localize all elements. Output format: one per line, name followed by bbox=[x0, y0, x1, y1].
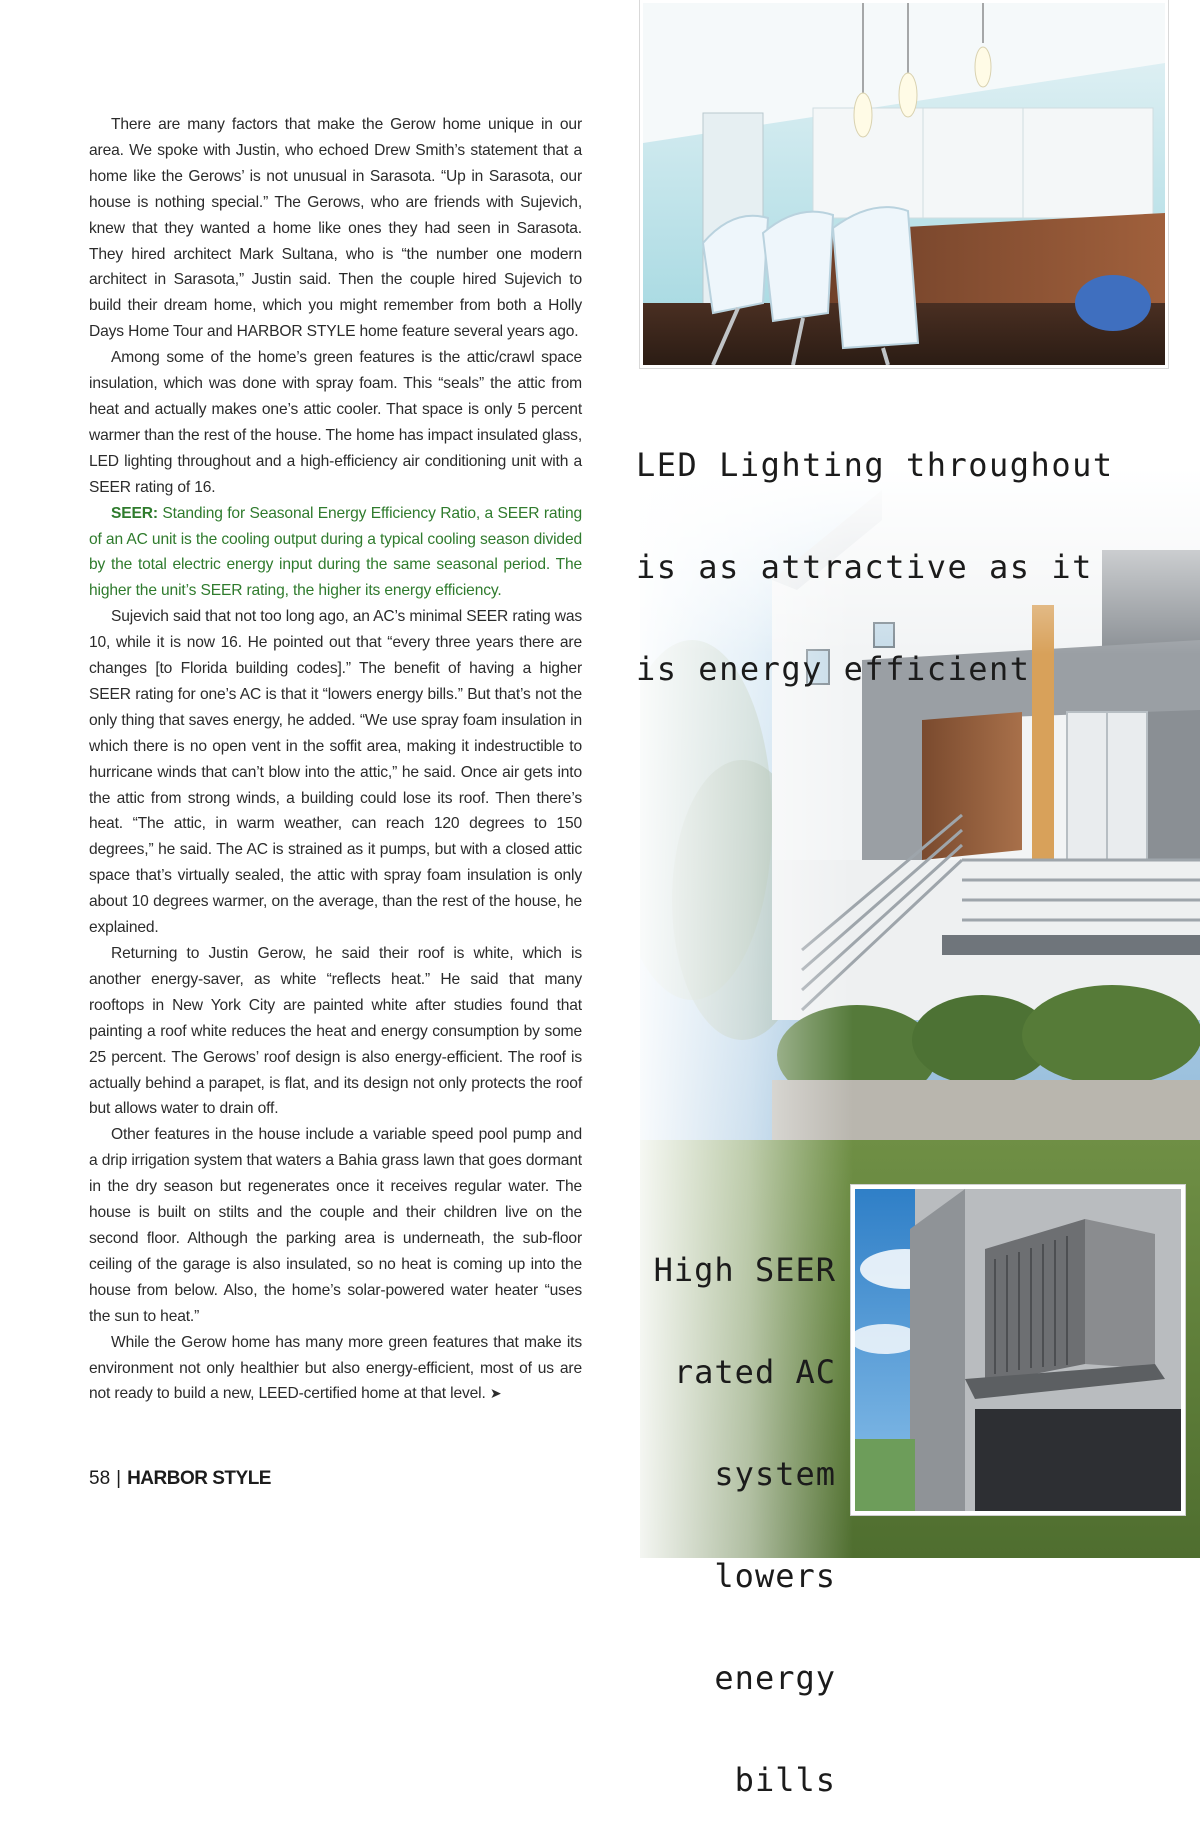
article-body bbox=[89, 112, 582, 1407]
caption-line: is as attractive as it bbox=[636, 548, 1093, 586]
seer-definition-text: Standing for Seasonal Energy Efficiency Ratio, a SEER rating of an AC unit is the cooling output during a typical cooling season divided by the total electric energy input during the same seasonal period. The higher the unit’s SEER rating, the higher its energy efficiency. bbox=[89, 504, 582, 600]
last-paragraph-text: While the Gerow home has many more green features that make its environment not only healthier but also energy-efficient, most of us are not ready to build a new, LEED-certified home at that level. bbox=[89, 1333, 582, 1403]
continue-arrow-icon[interactable]: ➤ bbox=[489, 1385, 502, 1402]
caption-line: High SEER bbox=[653, 1251, 836, 1289]
caption-line: rated AC bbox=[673, 1353, 836, 1391]
led-lighting-caption bbox=[636, 380, 1114, 720]
kitchen-photo bbox=[640, 0, 1168, 368]
article-paragraph: Sujevich said that not too long ago, an AC’s minimal SEER rating was 10, while it is now 16. He pointed out that “every three years there are changes [to Florida building codes].” The benefit of having a higher SEER rating for one’s AC is that it “lowers energy bills.” But that’s not the only thing that saves energy, he added. “We use spray foam insulation in which there is no open vent in the soffit area, making it indestructible to hurricane winds that can’t blow into the attic,” he said. Once air gets into the attic from strong winds, a building could lose its roof. Then there’s heat. “The attic, in warm weather, can reach 120 degrees to 150 degrees,” he said. The AC is strained as it pumps, but with a closed attic space that’s virtually sealed, the attic with spray foam insulation is only about 10 degrees warmer, on the average, than the rest of the house, he explained. bbox=[89, 608, 582, 937]
caption-line: is energy efficient bbox=[636, 650, 1031, 688]
article-paragraph-last bbox=[89, 1330, 582, 1408]
article-paragraph: Returning to Justin Gerow, he said their roof is white, which is another energy-saver, as white “reflects heat.” He said that many rooftops in New York City are painted white after studies found that painting a roof white reduces the heat and energy consumption by some 25 percent. The Gerows’ roof design is also energy-efficient. The roof is actually behind a parapet, is flat, and its design not only protects the roof but allows water to drain off. bbox=[89, 945, 582, 1118]
caption-line: system bbox=[714, 1455, 836, 1493]
caption-line: bills bbox=[734, 1761, 836, 1799]
caption-line: energy bbox=[714, 1659, 836, 1697]
seer-ac-caption bbox=[630, 1185, 836, 1831]
caption-line: LED Lighting throughout bbox=[636, 446, 1114, 484]
folio-separator: | bbox=[116, 1468, 122, 1489]
article-paragraph: There are many factors that make the Gerow home unique in our area. We spoke with Justin, who echoed Drew Smith’s statement that a home like the Gerows’ is not unusual in Sarasota. “Up in Sarasota, our house is nothing special.” The Gerows, who are friends with Sujevich, knew that they wanted a home like ones they had seen in Sarasota. They hired architect Mark Sultana, who is “the number one modern architect in Sarasota,” Justin said. Then the couple hired Sujevich to build their dream home, which you might remember from both a Holly Days Home Tour and HARBOR STYLE home feature several years ago. bbox=[89, 116, 582, 341]
page-number: 58 bbox=[89, 1468, 111, 1489]
magazine-name: HARBOR STYLE bbox=[127, 1468, 271, 1489]
caption-line: lowers bbox=[714, 1557, 836, 1595]
seer-term: SEER: bbox=[111, 504, 158, 522]
ac-unit-photo bbox=[851, 1185, 1185, 1515]
article-paragraph: Among some of the home’s green features is the attic/crawl space insulation, which was done with spray foam. This “seals” the attic from heat and actually makes one’s attic cooler. That space is only 5 percent warmer than the rest of the house. The home has impact insulated glass, LED lighting throughout and a high-efficiency air conditioning unit with a SEER rating of 16. bbox=[89, 349, 582, 496]
article-paragraph: Other features in the house include a variable speed pool pump and a drip irrigation system that waters a Bahia grass lawn that goes dormant in the dry season but regenerates once it receives regular water. The house is built on stilts and the couple and their children live on the second floor. Although the parking area is underneath, the sub-floor ceiling of the garage is also insulated, so no heat is coming up into the house from below. Also, the home’s solar-powered water heater “uses the sun to heat.” bbox=[89, 1126, 582, 1325]
page-folio bbox=[89, 1468, 271, 1490]
seer-definition-sidebar bbox=[89, 501, 582, 605]
